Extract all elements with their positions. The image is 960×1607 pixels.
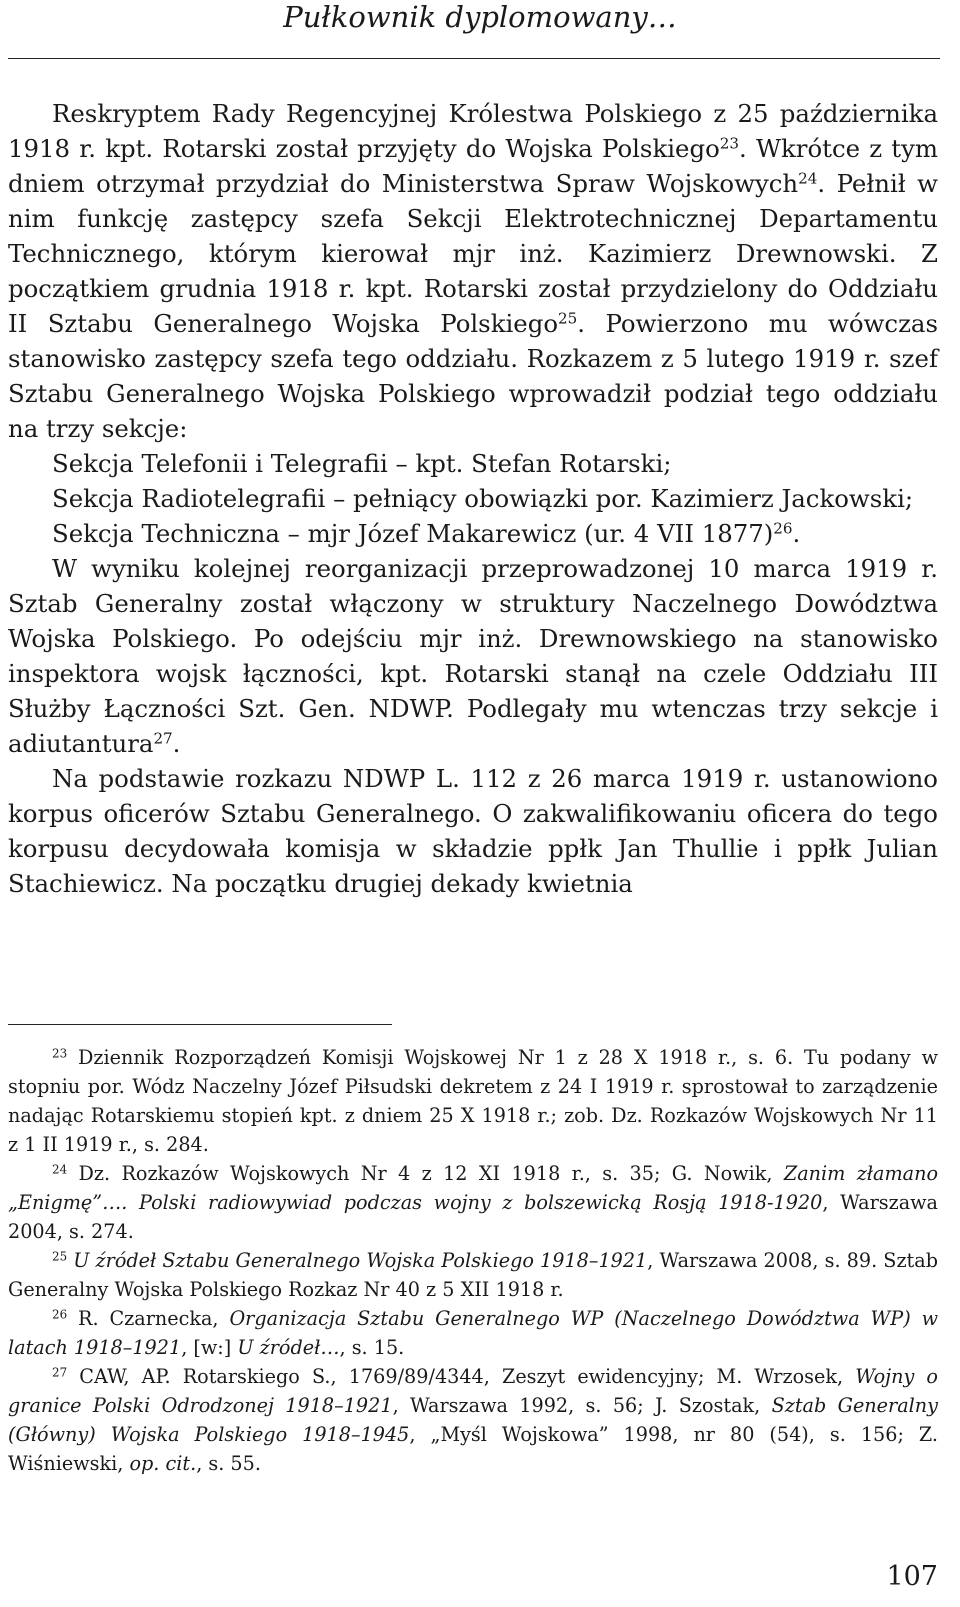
footnote-title: U źródeł… (237, 1336, 340, 1359)
text-run: Sekcja Techniczna – mjr Józef Makarewicz (ur. 4 VII 1877) (52, 519, 774, 548)
text-run: Reskryptem Rady Regencyjnej Królestwa Polskiego z 25 października 1918 r. kpt. Rotarski został przyjęty do Wojska Polskiego (8, 99, 938, 163)
footnote-23 (8, 1043, 938, 1159)
section-item: Sekcja Radiotelegrafii – pełniący obowiązki por. Kazimierz Jackowski; (52, 484, 914, 513)
footnote-ref[interactable]: 26 (773, 519, 793, 538)
footnote-title: U źródeł Sztabu Generalnego Wojska Polskiego 1918–1921 (73, 1249, 648, 1272)
footnote-rule (8, 1024, 392, 1025)
footnote-text: Dz. Rozkazów Wojskowych Nr 4 z 12 XI 1918 r., s. 35; G. Nowik, (67, 1162, 784, 1185)
footnote-26 (8, 1304, 938, 1362)
footnote-ref[interactable]: 23 (719, 134, 739, 153)
footnote-ref[interactable]: 24 (798, 169, 818, 188)
page-number: 107 (886, 1561, 938, 1592)
footnote-title: Zanim złamano „Enigmę”…. Polski radiowywiad podczas wojny z bolszewicką Rosją 1918-1920 (8, 1162, 939, 1214)
footnote-number: 23 (52, 1046, 68, 1061)
text-run: . (172, 729, 181, 758)
footnotes (8, 1043, 938, 1478)
text-run: W wyniku kolejnej reorganizacji przeprowadzonej 10 marca 1919 r. Sztab Generalny został włączony w struktury Naczelnego Dowództwa Wojska Polskiego. Po odejściu mjr inż. Drewnowskiego na stanowisko inspektora wojsk łączności, kpt. Rotarski stanął na czele Oddziału III Służby Łączności Szt. Gen. NDWP. Podlegały mu wtenczas trzy sekcje i adiutantura (8, 554, 938, 758)
footnote-text: , s. 15. (339, 1336, 405, 1359)
footnote-ref[interactable]: 25 (558, 309, 578, 328)
section-item: Sekcja Telefonii i Telegrafii – kpt. Stefan Rotarski; (52, 449, 672, 478)
paragraph-2 (8, 551, 938, 761)
footnote-text: , Warszawa 2008, s. 89. Sztab Generalny Wojska Polskiego Rozkaz Nr 40 z 5 XII 1918 r. (8, 1249, 938, 1301)
main-text (8, 96, 938, 901)
text-run: . Wkrótce z tym dniem otrzymał przydział do Ministerstwa Spraw Wojskowych (8, 134, 938, 198)
footnote-text: , [w:] (181, 1336, 238, 1359)
text-run: . (792, 519, 801, 548)
footnote-ref[interactable]: 27 (153, 729, 173, 748)
footnote-text: CAW, AP. Rotarskiego S., 1769/89/4344, Zeszyt ewidencyjny; M. Wrzosek, (67, 1365, 856, 1388)
footnote-number: 26 (52, 1307, 68, 1322)
footnote-text: , Warszawa 2004, s. 274. (8, 1191, 938, 1243)
footnote-text: , „Myśl Wojskowa” 1998, nr 80 (54), s. 156; Z. Wiśniewski, (8, 1423, 938, 1475)
footnote-text: R. Czarnecka, (67, 1307, 230, 1330)
footnote-title: Organizacja Sztabu Generalnego WP (Naczelnego Dowództwa WP) w latach 1918–1921 (8, 1307, 939, 1359)
footnote-24 (8, 1159, 938, 1246)
paragraph-3: Na podstawie rozkazu NDWP L. 112 z 26 marca 1919 r. ustanowiono korpus oficerów Sztabu Generalnego. O zakwalifikowaniu oficera do tego korpusu decydowała komisja w składzie ppłk Jan Thullie i ppłk Julian Stachiewicz. Na początku drugiej dekady kwietnia (8, 764, 938, 898)
footnote-number: 27 (52, 1365, 68, 1380)
footnote-text: , s. 55. (196, 1452, 261, 1475)
text-run: . Pełnił w nim funkcję zastępcy szefa Sekcji Elektrotechnicznej Departamentu Technicznego, którym kierował mjr inż. Kazimierz Drewnowski. Z początkiem grudnia 1918 r. kpt. Rotarski został przydzielony do Oddziału II Sztabu Generalnego Wojska Polskiego (8, 169, 938, 338)
footnote-text: , Warszawa 1992, s. 56; J. Szostak, (392, 1394, 772, 1417)
running-header: Pułkownik dyplomowany… (283, 0, 677, 34)
footnote-text: Dziennik Rozporządzeń Komisji Wojskowej Nr 1 z 28 X 1918 r., s. 6. Tu podany w stopniu por. Wódz Naczelny Józef Piłsudski dekretem z 24 I 1919 r. sprostował to zarządzenie nadając Rotarskiemu stopień kpt. z dniem 25 X 1918 r.; zob. Dz. Rozkazów Wojskowych Nr 11 z 1 II 1919 r., s. 284. (8, 1046, 938, 1156)
footnote-number: 24 (52, 1162, 68, 1177)
text-run: . Powierzono mu wówczas stanowisko zastępcy szefa tego oddziału. Rozkazem z 5 lutego 1919 r. szef Sztabu Generalnego Wojska Polskiego wprowadził podział tego oddziału na trzy sekcje: (8, 309, 938, 443)
footnote-title: Sztab Generalny (Główny) Wojska Polskiego 1918–1945 (8, 1394, 938, 1446)
footnote-title: Wojny o granice Polski Odrodzonej 1918–1921 (8, 1365, 938, 1417)
footnote-25 (8, 1246, 938, 1304)
paragraph-1 (8, 96, 938, 446)
footnote-title: op. cit. (129, 1452, 197, 1475)
footnote-27 (8, 1362, 938, 1478)
header-rule (8, 58, 940, 59)
footnote-number: 25 (52, 1249, 68, 1264)
section-item (8, 516, 938, 551)
